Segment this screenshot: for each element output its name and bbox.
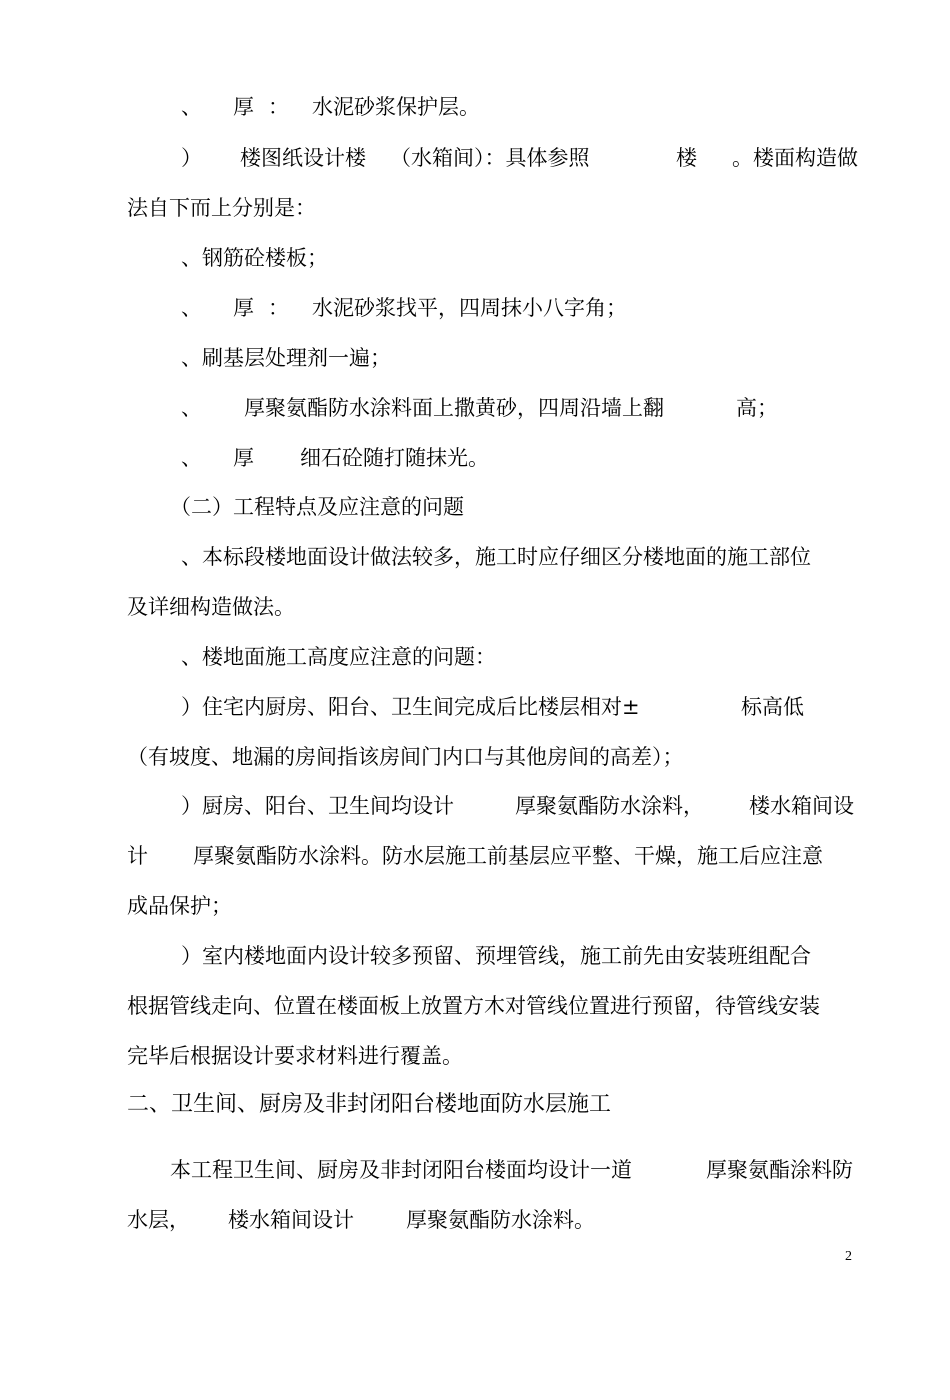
text-segment: 、 <box>181 296 202 320</box>
text-line <box>0 238 950 278</box>
text-segment: （水箱间）：具体参照 <box>390 146 590 170</box>
page-number: 2 <box>845 1249 852 1264</box>
text-segment: 厚聚氨酯涂料防 <box>706 1158 853 1182</box>
text-segment: 厚 <box>233 446 254 470</box>
text-line <box>0 587 950 627</box>
text-segment: 厚 <box>233 296 254 320</box>
text-segment: ）厨房、阳台、卫生间均设计 <box>181 794 454 818</box>
text-line <box>0 786 950 826</box>
text-segment: 、 <box>181 446 202 470</box>
text-line <box>0 1150 950 1190</box>
text-segment: ）住宅内厨房、阳台、卫生间完成后比楼层相对± <box>181 695 640 719</box>
text-line <box>0 687 950 727</box>
text-segment: （有坡度、地漏的房间指该房间门内口与其他房间的高差）； <box>127 745 684 769</box>
text-segment: ： <box>268 95 289 119</box>
text-segment: 厚聚氨酯防水涂料。 <box>406 1208 595 1232</box>
text-segment: 水层， <box>127 1208 190 1232</box>
text-segment: 厚聚氨酯防水涂料面上撒黄砂，四周沿墙上翻 <box>244 396 664 420</box>
text-line <box>0 288 950 328</box>
text-segment: 、刷基层处理剂一遍； <box>181 346 391 370</box>
text-segment: 成品保护； <box>127 894 232 918</box>
text-line <box>0 537 950 577</box>
text-segment: 法自下而上分别是： <box>127 196 316 220</box>
text-line <box>0 388 950 428</box>
text-line <box>0 188 950 228</box>
text-segment: 本工程卫生间、厨房及非封闭阳台楼面均设计一道 <box>170 1158 632 1182</box>
text-segment: 根据管线走向、位置在楼面板上放置方木对管线位置进行预留，待管线安装 <box>127 994 820 1018</box>
text-segment: 楼图纸设计楼 <box>240 146 366 170</box>
text-segment: 。楼面构造做 <box>732 146 858 170</box>
text-line <box>0 886 950 926</box>
text-segment: ： <box>268 296 289 320</box>
text-segment: 厚聚氨酯防水涂料。防水层施工前基层应平整、干燥，施工后应注意 <box>193 844 823 868</box>
text-line <box>0 836 950 876</box>
text-segment: 、本标段楼地面设计做法较多，施工时应仔细区分楼地面的施工部位 <box>181 545 811 569</box>
section-heading <box>0 1085 950 1125</box>
text-segment: 、楼地面施工高度应注意的问题： <box>181 645 496 669</box>
text-segment: ）室内楼地面内设计较多预留、预埋管线，施工前先由安装班组配合 <box>181 944 811 968</box>
text-segment: 、 <box>181 95 202 119</box>
text-segment: 楼水箱间设计 <box>228 1208 354 1232</box>
text-segment: 厚聚氨酯防水涂料， <box>515 794 704 818</box>
text-segment: 计 <box>127 844 148 868</box>
text-segment: 二、卫生间、厨房及非封闭阳台楼地面防水层施工 <box>127 1092 612 1117</box>
text-segment: 楼水箱间设 <box>749 794 854 818</box>
text-line <box>0 87 950 127</box>
text-segment: （二）工程特点及应注意的问题 <box>170 495 464 519</box>
text-segment: 楼 <box>676 146 697 170</box>
text-segment: 高； <box>736 396 778 420</box>
text-segment: ） <box>181 146 202 170</box>
text-segment: 标高低 <box>741 695 804 719</box>
text-line <box>0 936 950 976</box>
text-segment: 细石砼随打随抹光。 <box>300 446 489 470</box>
text-line <box>0 438 950 478</box>
text-line <box>0 1036 950 1076</box>
text-line <box>0 637 950 677</box>
text-segment: 、钢筋砼楼板； <box>181 246 328 270</box>
text-segment: 厚 <box>233 95 254 119</box>
text-segment: 水泥砂浆保护层。 <box>312 95 480 119</box>
section-heading <box>0 487 950 527</box>
text-line <box>0 986 950 1026</box>
text-segment: 及详细构造做法。 <box>127 595 295 619</box>
text-segment: 完毕后根据设计要求材料进行覆盖。 <box>127 1044 463 1068</box>
text-line <box>0 338 950 378</box>
text-line <box>0 1200 950 1240</box>
text-segment: 水泥砂浆找平，四周抹小八字角； <box>312 296 627 320</box>
text-segment: 、 <box>181 396 202 420</box>
text-line <box>0 737 950 777</box>
text-line <box>0 138 950 178</box>
